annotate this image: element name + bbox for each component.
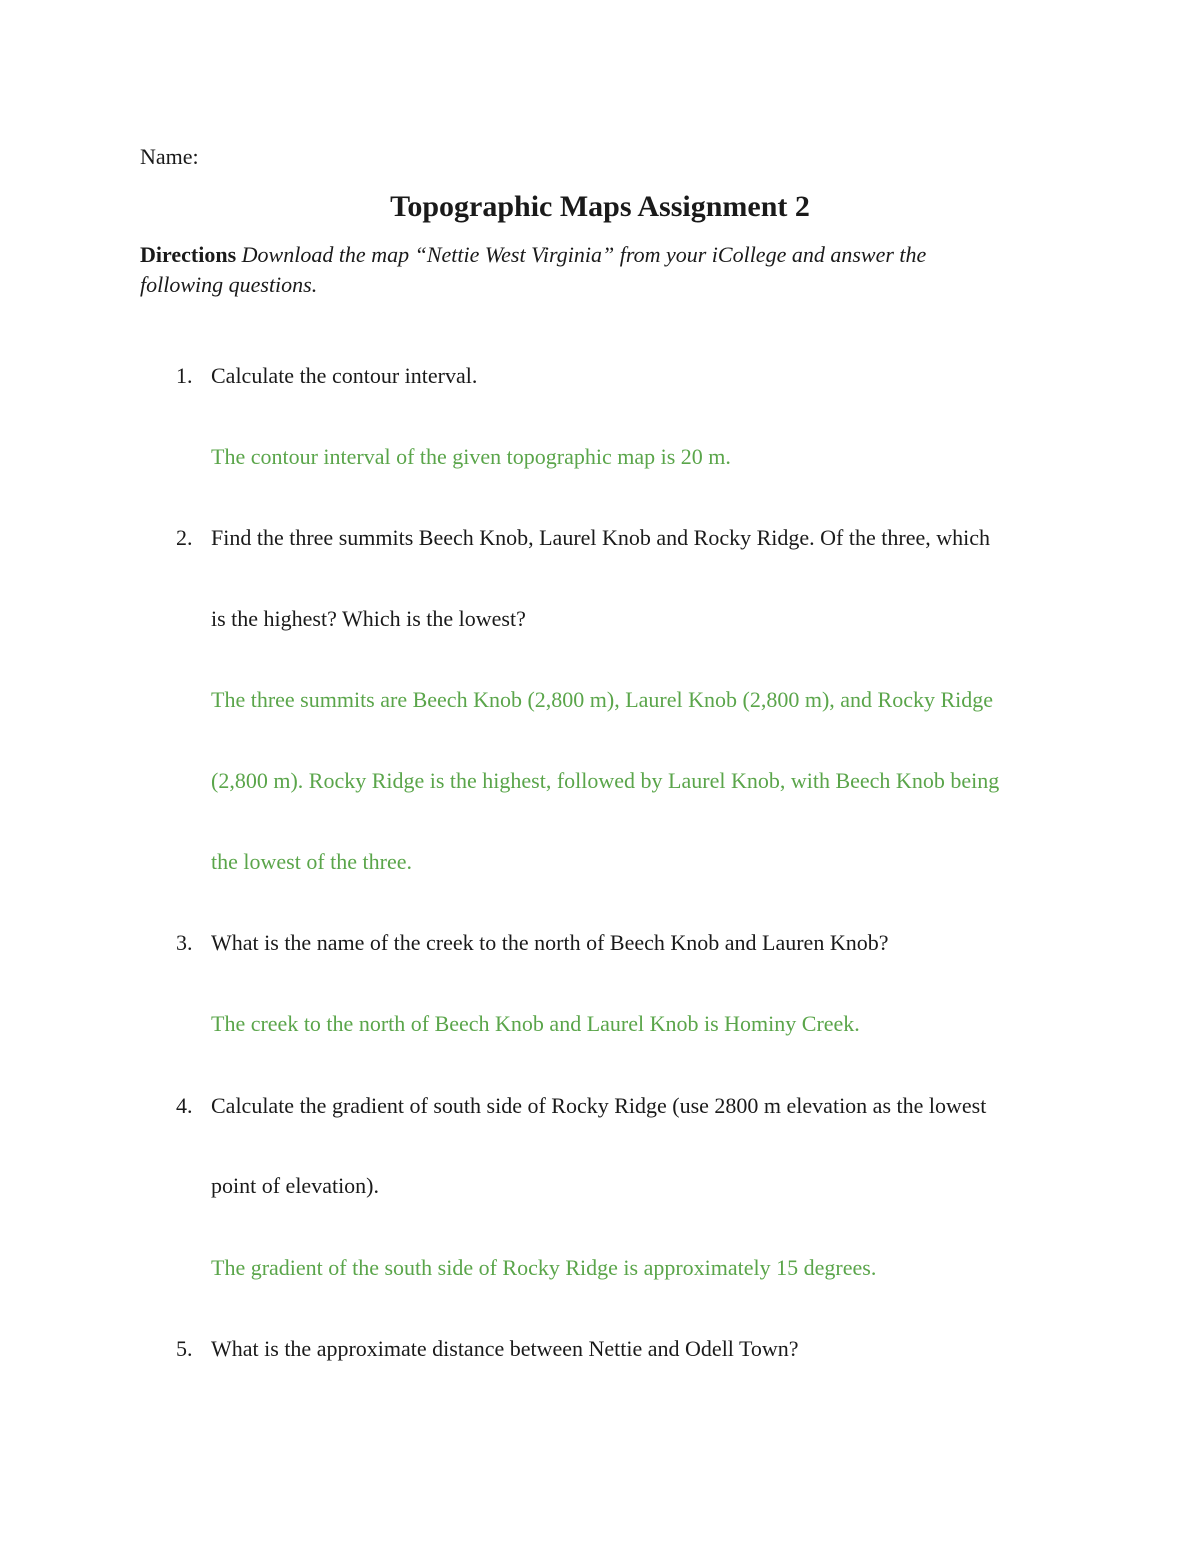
question-2-line-1: Find the three summits Beech Knob, Laurel Knob and Rocky Ridge. Of the three, which (211, 525, 990, 550)
question-5-line-1: What is the approximate distance between Nettie and Odell Town? (211, 1336, 799, 1361)
question-5-number: 5. (176, 1336, 193, 1361)
question-4-number: 4. (176, 1093, 193, 1118)
answer-2-line-2: (2,800 m). Rocky Ridge is the highest, followed by Laurel Knob, with Beech Knob being (211, 768, 1000, 793)
answer-4-line-1: The gradient of the south side of Rocky Ridge is approximately 15 degrees. (211, 1255, 877, 1280)
answer-3-line-1: The creek to the north of Beech Knob and Laurel Knob is Hominy Creek. (211, 1011, 860, 1036)
question-2-line-2: is the highest? Which is the lowest? (211, 606, 526, 631)
question-2-number: 2. (176, 525, 193, 550)
answer-2-line-1: The three summits are Beech Knob (2,800 m), Laurel Knob (2,800 m), and Rocky Ridge (211, 687, 994, 712)
directions-text-1: Download the map “Nettie West Virginia” from your iCollege and answer the (241, 242, 927, 267)
directions-line-1 (140, 240, 926, 270)
name-label: Name: (140, 144, 199, 169)
directions-label: Directions (140, 242, 237, 267)
question-4-line-1: Calculate the gradient of south side of Rocky Ridge (use 2800 m elevation as the lowest (211, 1093, 987, 1118)
question-1-number: 1. (176, 363, 193, 388)
answer-2-line-3: the lowest of the three. (211, 849, 412, 874)
question-3-line-1: What is the name of the creek to the north of Beech Knob and Lauren Knob? (211, 930, 889, 955)
question-1-line-1: Calculate the contour interval. (211, 363, 478, 388)
page-title: Topographic Maps Assignment 2 (390, 190, 810, 223)
question-4-line-2: point of elevation). (211, 1173, 380, 1198)
answer-1-line-1: The contour interval of the given topographic map is 20 m. (211, 444, 731, 469)
question-3-number: 3. (176, 930, 193, 955)
directions-line-2 (140, 270, 317, 300)
directions-text-2: following questions. (140, 272, 318, 297)
